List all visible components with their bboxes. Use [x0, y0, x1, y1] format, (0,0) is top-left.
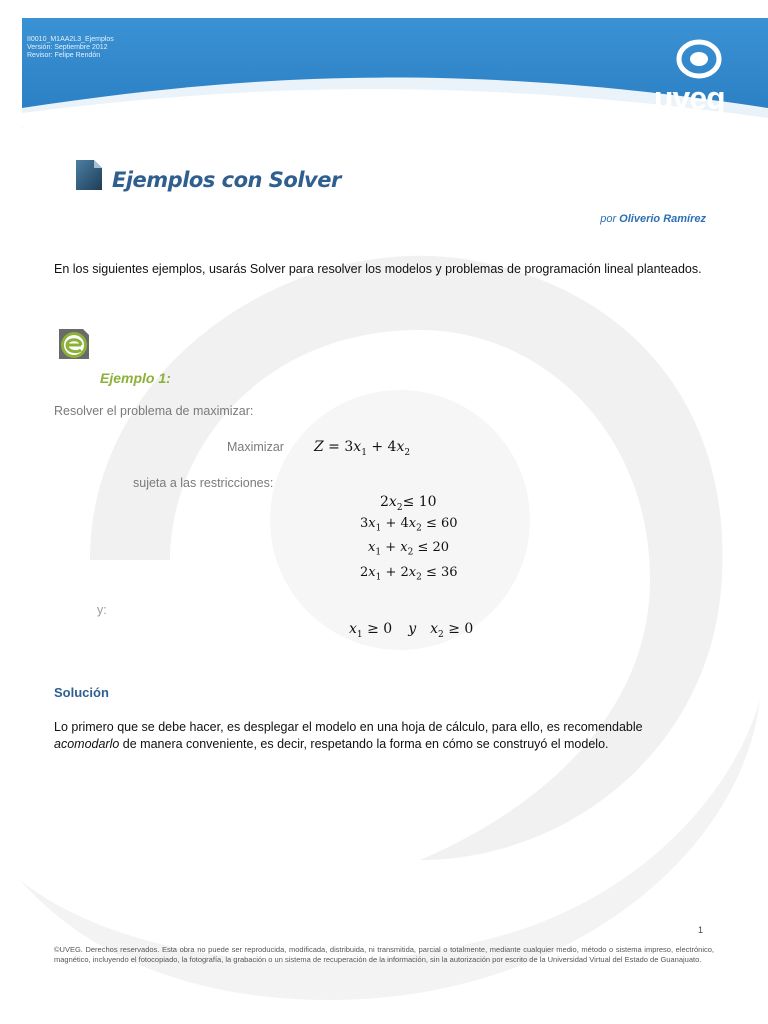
c2-var2: x — [408, 516, 417, 531]
nn-sub1: 1 — [356, 629, 363, 640]
c1-rel: ≤ 10 — [402, 494, 437, 510]
c3-rel: ≤ 20 — [413, 540, 450, 555]
c2-sub2: 2 — [416, 523, 422, 534]
c3-sub2: 2 — [407, 547, 414, 558]
obj-var1: x — [353, 439, 362, 455]
problem-intro: Resolver el problema de maximizar: — [54, 404, 254, 418]
c4-plus: + 2 — [381, 565, 409, 580]
obj-lhs: Z — [314, 439, 324, 455]
c3-plus: + — [381, 540, 401, 555]
nn-var2: x — [430, 621, 439, 637]
obj-sub2: 2 — [404, 447, 411, 458]
nn-rel2: ≥ 0 — [443, 621, 474, 637]
c4-sub1: 1 — [375, 572, 382, 583]
c2-rel: ≤ 60 — [421, 516, 458, 531]
c3-var1: x — [368, 540, 376, 555]
c3-sub1: 1 — [375, 547, 382, 558]
meta-version: Versión: Septiembre 2012 — [27, 44, 108, 51]
nn-var1: x — [349, 621, 357, 637]
c4-rel: ≤ 36 — [421, 565, 458, 580]
solution-paragraph — [54, 719, 714, 753]
intro-paragraph: En los siguientes ejemplos, usarás Solver para resolver los modelos y problemas de programación lineal planteados. — [54, 262, 702, 276]
c1-var: x — [388, 494, 397, 510]
document-icon — [76, 160, 102, 190]
objective-function — [314, 439, 410, 458]
c2-sub1: 1 — [375, 523, 382, 534]
page-title: Ejemplos con Solver — [112, 168, 341, 192]
obj-plus: + 4 — [366, 439, 397, 455]
obj-eq: = 3 — [323, 439, 354, 455]
constraint-2 — [360, 516, 458, 534]
example-icon — [55, 325, 93, 363]
and-label: y: — [97, 603, 107, 617]
constraint-4 — [360, 565, 458, 583]
c2-coef: 3 — [360, 516, 369, 531]
nonnegativity-constraints — [349, 621, 473, 640]
c1-coef: 2 — [380, 494, 389, 510]
nn-rel1: ≥ 0 — [362, 621, 393, 637]
maximize-label: Maximizar — [227, 440, 284, 454]
example-title: Ejemplo 1: — [100, 370, 171, 386]
copyright-footer: ©UVEG. Derechos reservados. Esta obra no puede ser reproducida, modificada, distribuida, ni transmitida, parcial o totalmente, mediante cualquier medio, método o sistema impreso, electrónico, magnético, incluyendo el fotocopiado, la fotografía, la grabación o un sistema de recuperación de la información, sin la autorización por escrito de la Universidad Virtual del Estado de Guanajuato. — [54, 945, 714, 964]
c3-var2: x — [400, 540, 408, 555]
author-line — [600, 213, 706, 225]
author-prefix: por — [600, 213, 617, 225]
solution-text-2: de manera conveniente, es decir, respetando la forma en cómo se construyó el modelo. — [119, 737, 609, 751]
logo-subtitle: universidad virtual del estado de guanajuato — [714, 116, 753, 126]
page-number: 1 — [698, 925, 704, 935]
c4-var1: x — [368, 565, 376, 580]
subject-label: sujeta a las restricciones: — [133, 476, 274, 490]
solution-heading: Solución — [54, 685, 109, 700]
meta-reviewer: Revisor: Felipe Rendón — [27, 52, 101, 59]
solution-emphasis: acomodarlo — [54, 737, 120, 751]
author-name: Oliverio Ramírez — [619, 213, 706, 225]
constraint-1 — [380, 494, 437, 513]
c2-plus: + 4 — [381, 516, 409, 531]
nn-and: y — [408, 621, 417, 637]
meta-code: II0010_M1AA2L3_Ejemplos — [27, 36, 114, 43]
c2-var1: x — [368, 516, 376, 531]
c1-sub: 2 — [396, 502, 403, 513]
c4-var2: x — [408, 565, 417, 580]
c4-sub2: 2 — [416, 572, 422, 583]
c4-coef: 2 — [360, 565, 369, 580]
obj-sub1: 1 — [361, 447, 367, 458]
logo-text: uveg — [654, 80, 725, 116]
obj-var2: x — [396, 439, 405, 455]
nn-sub2: 2 — [438, 629, 444, 640]
constraint-3 — [368, 540, 449, 558]
solution-text-1: Lo primero que se debe hacer, es desplegar el modelo en una hoja de cálculo, para ello, es recomendable — [54, 720, 643, 734]
